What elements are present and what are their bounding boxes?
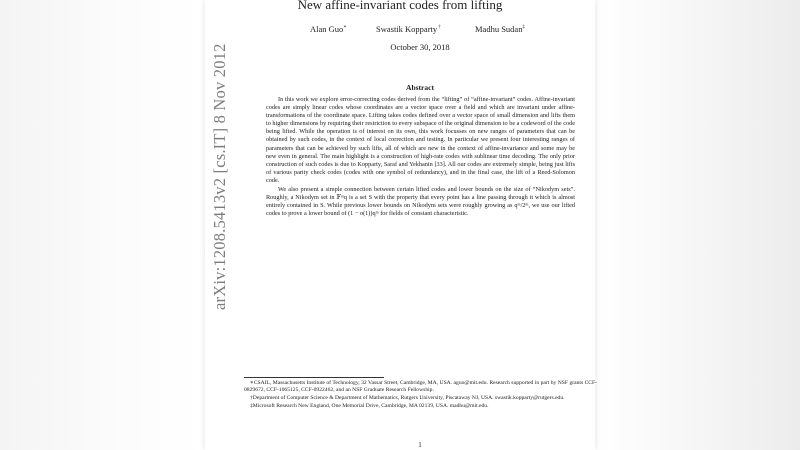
author-2 — [376, 24, 441, 34]
author-name: Madhu Sudan — [475, 24, 523, 34]
author-name: Alan Guo — [310, 24, 344, 34]
viewer-background-left — [0, 0, 205, 450]
abstract-paragraph-1: In this work we explore error-correcting codes derived from the “lifting” of “affine-invariant” codes. Affine-invariant codes are simply linear codes whose coordinates are a vector space over a field and which are invariant under affine-transformations of the coordinate space. Lifting takes codes defined over a vector space of small dimension and lifts them to higher dimensions by requiring their restriction to every subspace of the original dimension to be a codeword of the code being lifted. While the operation is of interest on its own, this work focusses on new ranges of parameters that can be obtained by such codes, in the context of local correction and testing. In particular we present four interesting ranges of parameters that can be achieved by such lifts, all of which are new in the context of affine-invariance and some may be new even in general. The main highlight is a construction of high-rate codes with sublinear time decoding. The only prior construction of such codes is due to Kopparty, Saraf and Yekhanin [33]. All our codes are extremely simple, being just lifts of various parity check codes (codes with one symbol of redundancy), and in the final case, the lift of a Reed-Solomon code. — [266, 96, 575, 184]
footnote-1: ∗CSAIL, Massachusetts Institute of Technology, 32 Vassar Street, Cambridge, MA, USA. aguo@mit.edu. Research supported in part by NSF grants CCF-0829672, CCF-1065125, CCF-0922462, and an NSF Graduate Research Fellowship. — [244, 380, 597, 394]
author-affiliation-mark: ∗ — [343, 25, 347, 31]
footnote-rule — [244, 377, 384, 378]
footnotes — [244, 380, 597, 410]
paper-title: New affine-invariant codes from lifting — [297, 0, 503, 12]
abstract-paragraph-2: We also present a simple connection between certain lifted codes and lower bounds on the size of “Nikodym sets”. Roughly, a Nikodym set in 𝔽ᵐq is a set S with the property that every point has a line passing through it which is almost entirely contained in S. While previous lower bounds on Nikodym sets were roughly growing as qᵐ/2ᵐ, we use our lifted codes to prove a lower bound of (1 − o(1))qᵐ for fields of constant characteristic. — [266, 185, 575, 217]
paper-date: October 30, 2018 — [390, 42, 450, 52]
footnote-2: †Department of Computer Science & Department of Mathematics, Rutgers University, Piscataway NJ, USA. swastik.kopparty@rutgers.edu. — [250, 394, 565, 401]
abstract-heading: Abstract — [406, 83, 434, 92]
viewer-background-right — [595, 0, 800, 450]
author-3 — [475, 24, 525, 34]
author-affiliation-mark: † — [437, 25, 441, 31]
footnote-3: ‡Microsoft Research New England, One Memorial Drive, Cambridge, MA 02139, USA. madhu@mit.edu. — [250, 402, 489, 409]
page-number: 1 — [418, 441, 422, 449]
author-name: Swastik Kopparty — [376, 24, 438, 34]
arxiv-identifier-stamp: arXiv:1208.5413v2 [cs.IT] 8 Nov 2012 — [210, 43, 229, 310]
abstract-body — [266, 96, 575, 218]
author-affiliation-mark: ‡ — [522, 25, 525, 31]
author-1 — [310, 24, 347, 34]
